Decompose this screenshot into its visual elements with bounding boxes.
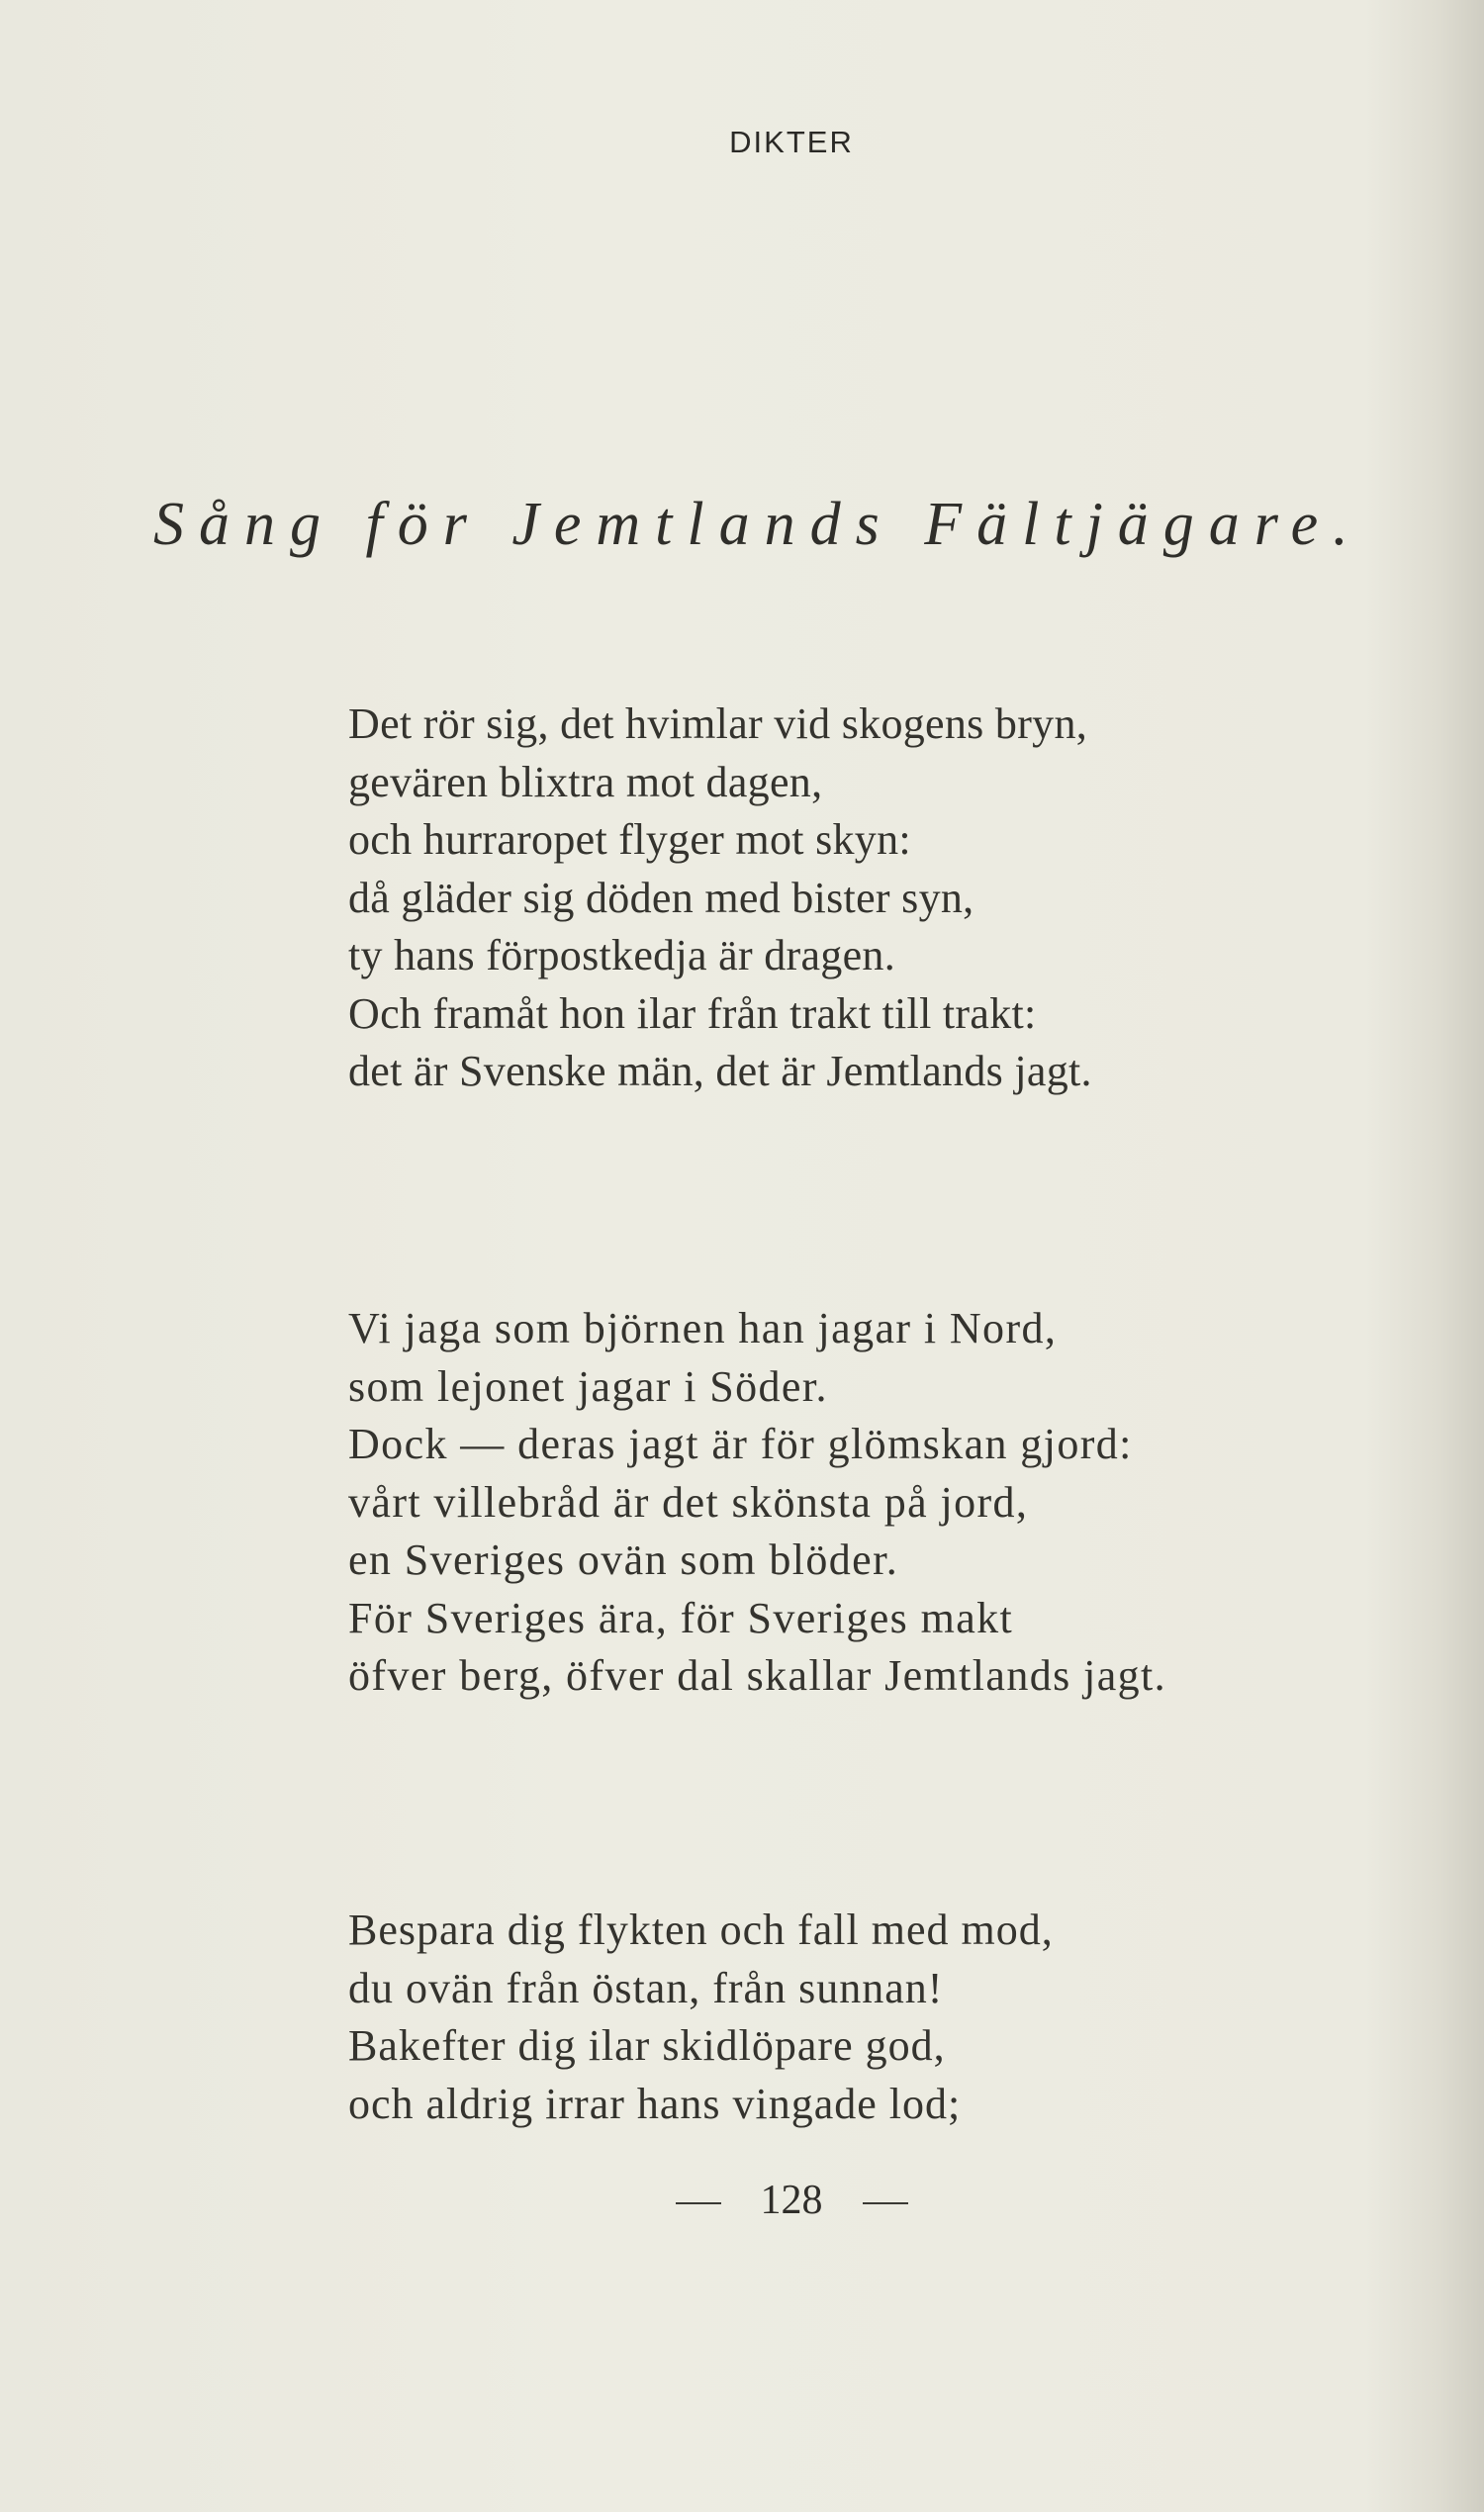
verse-line: då gläder sig döden med bister syn,: [348, 873, 974, 922]
verse-line: du ovän från östan, från sunnan!: [348, 1963, 944, 2012]
verse-line: Dock — deras jagt är för glömskan gjord:: [348, 1420, 1133, 1468]
verse-line: Vi jaga som björnen han jagar i Nord,: [348, 1304, 1058, 1352]
stanza-3: [348, 1902, 1387, 2133]
verse-line: Det rör sig, det hvimlar vid skogens bryn,: [348, 699, 1088, 748]
verse-line: en Sveriges ovän som blöder.: [348, 1535, 899, 1584]
verse-line: Och framåt hon ilar från trakt till trakt:: [348, 988, 1037, 1038]
stanza-1: [348, 696, 1387, 1101]
page-number-footer: [0, 2177, 1484, 2224]
verse-line: gevären blixtra mot dagen,: [348, 757, 823, 806]
right-dash: [863, 2202, 908, 2204]
poem-title: Sång för Jemtlands Fältjägare.: [153, 491, 1363, 558]
verse-line: Bespara dig flykten och fall med mod,: [348, 1906, 1054, 1954]
verse-line: och hurraropet flyger mot skyn:: [348, 815, 911, 864]
stanza-2: [348, 1300, 1387, 1706]
left-dash: [676, 2202, 721, 2204]
verse-line: och aldrig irrar hans vingade lod;: [348, 2079, 962, 2128]
running-head: DIKTER: [729, 125, 854, 159]
verse-line: som lejonet jagar i Söder.: [348, 1361, 828, 1411]
verse-line: För Sveriges ära, för Sveriges makt: [348, 1593, 1014, 1642]
verse-line: det är Svenske män, det är Jemtlands jagt.: [348, 1047, 1092, 1095]
page-number: 128: [760, 2178, 823, 2223]
verse-line: Bakefter dig ilar skidlöpare god,: [348, 2021, 946, 2070]
verse-line: öfver berg, öfver dal skallar Jemtlands jagt.: [348, 1651, 1167, 1700]
verse-line: vårt villebråd är det skönsta på jord,: [348, 1477, 1029, 1527]
verse-line: ty hans förpostkedja är dragen.: [348, 931, 896, 979]
